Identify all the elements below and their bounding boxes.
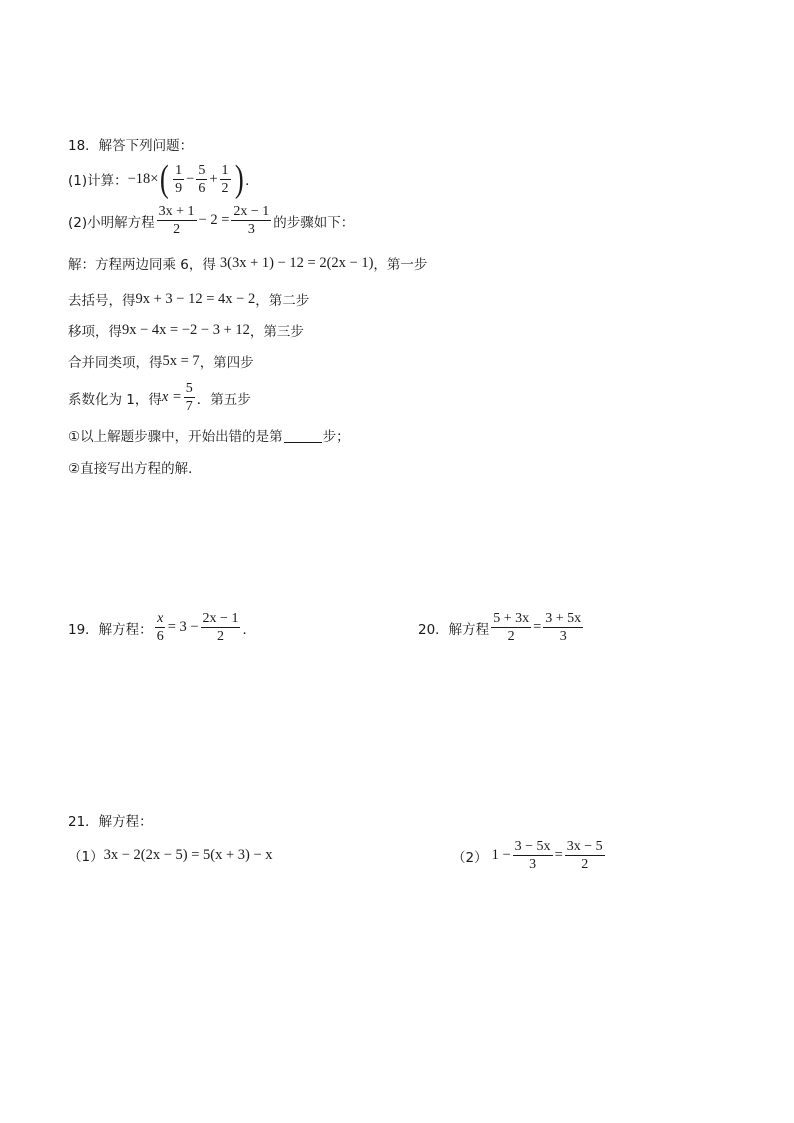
q18-p2-label: (2)小明解方程 [68,214,155,231]
q18-step5: 系数化为 1，得 x = $\frac{5}{7}$ ．第五步 [68,381,251,414]
q21-title: 21．解方程： [68,814,153,830]
fraction: $\frac{5 + 3x}{2}$ [493,611,530,644]
q18-part2: (2)小明解方程 $\frac{3x + 1}{2}$ − 2 = $\frac{2x - 1}{3}$ 的步骤如下： [68,204,355,237]
fraction: $\frac{5}{7}$ [185,381,193,414]
q21-part1: （1） 3x − 2(2x − 5) = 5(x + 3) − x [68,846,273,865]
equation: 3x − 2(2x − 5) = 5(x + 3) − x [103,846,273,863]
q18-part1: (1)计算： −18× ( $\frac{1}{9}$ − $\frac{5}{6}$ + $\frac{1}{2}$ ) ． [68,158,259,200]
fraction: $\frac{5}{6}$ [198,162,206,196]
q19: 19．解方程： $\frac{x}{6}$ = 3 − $\frac{2x - 1}{2}$ ． [68,611,256,644]
fraction: $\frac{2x - 1}{3}$ [233,204,270,237]
q18-step3: 移项，得 9x − 4x = −2 − 3 + 12 ，第三步 [68,321,304,340]
equation: 9x − 4x = −2 − 3 + 12 [122,321,250,338]
q18-p1-label: (1)计算： [68,173,128,189]
equation: 9x + 3 − 12 = 4x − 2 [135,290,256,307]
equation: 3(3x + 1) − 12 = 2(2x − 1) [219,254,374,271]
fraction: $\frac{2x - 1}{2}$ [202,611,239,644]
answer-blank[interactable] [284,428,322,443]
q18-step1: 解：方程两边同乘 6，得 3(3x + 1) − 12 = 2(2x − 1) ，第一步 [68,254,428,273]
left-paren: ( [160,158,170,200]
q18-title: 18．解答下列问题： [68,138,194,154]
fraction: $\frac{x}{6}$ [156,611,164,644]
q20: 20．解方程 $\frac{5 + 3x}{2}$ = $\frac{3 + 5x}{3}$ [418,611,582,644]
q18-step4: 合并同类项，得 5x = 7 ，第四步 [68,352,254,371]
q21-part2: （2） 1 − $\frac{3 - 5x}{3}$ = $\frac{3x - 5}{2}$ [452,839,603,872]
fraction: $\frac{3 - 5x}{3}$ [514,839,551,872]
q18-step2: 去括号，得 9x + 3 − 12 = 4x − 2 ，第二步 [68,290,310,309]
q18-sub2: ②直接写出方程的解． [68,461,202,477]
q18-sub1: ①以上解题步骤中，开始出错的是第 步； [68,429,350,445]
q18-p1-prefix: −18× [127,170,159,187]
fraction: $\frac{1}{9}$ [175,162,183,196]
fraction: $\frac{3x - 5}{2}$ [566,839,603,872]
equation: 5x = 7 [162,352,200,369]
fraction: $\frac{1}{2}$ [221,162,229,196]
right-paren: ) [234,158,244,200]
fraction: $\frac{3 + 5x}{3}$ [545,611,582,644]
fraction: $\frac{3x + 1}{2}$ [158,204,195,237]
